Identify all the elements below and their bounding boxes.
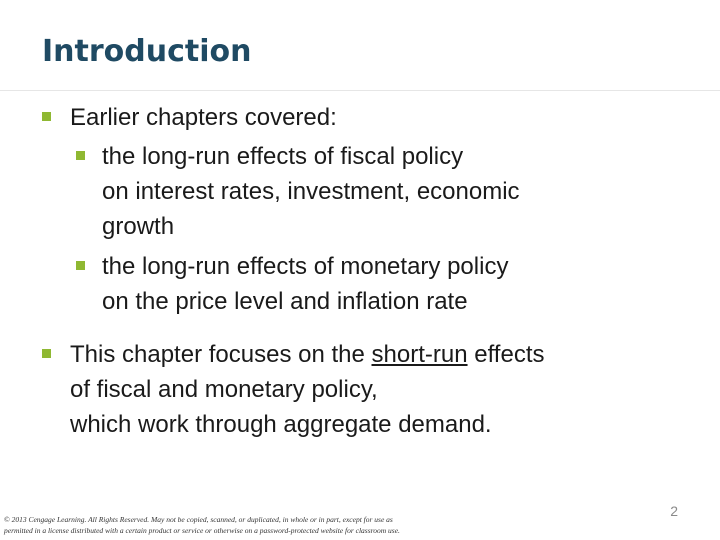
- page-number: 2: [670, 503, 678, 519]
- sub-bullet-monetary-policy: [76, 249, 508, 319]
- bullet-square-icon: [42, 349, 51, 358]
- sub-bullet-text: the long-run effects of fiscal policy on interest rates, investment, economic growth: [102, 143, 520, 240]
- bullet-text-after: effects of fiscal and monetary policy, which work through aggregate demand.: [70, 341, 545, 438]
- copyright-notice: © 2013 Cengage Learning. All Rights Reserved. May not be copied, scanned, or duplicated, in whole or in part, except for use as permitted in a license distributed with a certain product or service or otherwise on a password-protected website for classroom use.: [4, 515, 400, 535]
- sub-bullet-text: the long-run effects of monetary policy on the price level and inflation rate: [102, 253, 509, 315]
- bullet-text: Earlier chapters covered:: [70, 104, 337, 131]
- sub-bullet-fiscal-policy: [76, 139, 520, 244]
- short-run-emphasis: short-run: [371, 341, 468, 368]
- bullet-square-icon: [76, 261, 85, 270]
- bullet-square-icon: [42, 112, 51, 121]
- bullet-short-run-focus: [42, 337, 544, 442]
- slide-title: Introduction: [42, 34, 252, 69]
- bullet-text: [42, 337, 544, 442]
- title-divider: [0, 90, 720, 91]
- bullet-earlier-chapters: [42, 100, 337, 135]
- bullet-square-icon: [76, 151, 85, 160]
- bullet-text-before: This chapter focuses on the: [70, 341, 372, 368]
